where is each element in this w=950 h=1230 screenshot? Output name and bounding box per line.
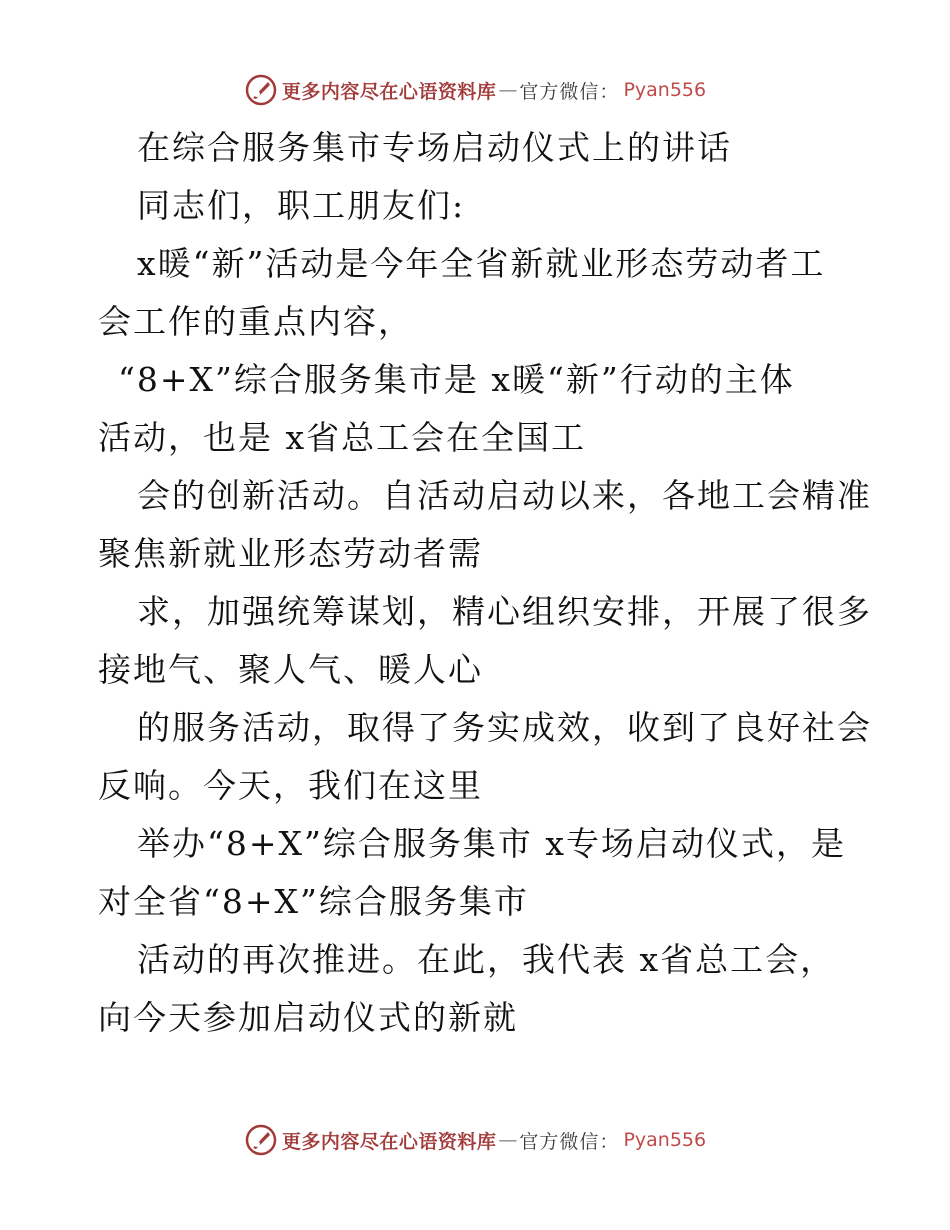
feather-logo-icon bbox=[244, 1123, 278, 1157]
salutation: 同志们，职工朋友们: bbox=[137, 186, 466, 225]
banner-wechat-id: Pyan556 bbox=[623, 1129, 707, 1151]
banner-main-text: 更多内容尽在心语资料库 bbox=[281, 80, 497, 103]
banner-dash: — bbox=[498, 79, 518, 101]
body-line: 举办“8+X”综合服务集市 x专场启动仪式，是 bbox=[137, 824, 846, 863]
banner-wechat-id: Pyan556 bbox=[623, 79, 707, 101]
body-line: 反响。今天，我们在这里 bbox=[98, 766, 483, 805]
document-title: 在综合服务集市专场启动仪式上的讲话 bbox=[137, 128, 732, 167]
body-line: 对全省“8+X”综合服务集市 bbox=[98, 882, 529, 921]
body-line: 接地气、聚人气、暖人心 bbox=[98, 650, 483, 689]
body-line: 会工作的重点内容， bbox=[98, 302, 413, 341]
body-line: 聚焦新就业形态劳动者需 bbox=[98, 534, 483, 573]
body-line: 向今天参加启动仪式的新就 bbox=[98, 998, 518, 1037]
body-line: x暖“新”活动是今年全省新就业形态劳动者工 bbox=[137, 244, 826, 283]
body-line: 的服务活动，取得了务实成效，收到了良好社会 bbox=[137, 708, 872, 747]
body-line: “8+X”综合服务集市是 x暖“新”行动的主体 bbox=[118, 360, 795, 399]
banner-wechat-label: 官方微信： bbox=[519, 1130, 620, 1153]
body-line: 活动的再次推进。在此，我代表 x省总工会， bbox=[137, 940, 836, 979]
footer-watermark bbox=[0, 1120, 950, 1160]
banner-wechat-label: 官方微信： bbox=[519, 80, 620, 103]
body-line: 会的创新活动。自活动启动以来，各地工会精准 bbox=[137, 476, 872, 515]
body-line: 求，加强统筹谋划，精心组织安排，开展了很多 bbox=[137, 592, 872, 631]
banner-main-text: 更多内容尽在心语资料库 bbox=[281, 1130, 497, 1153]
body-line: 活动，也是 x省总工会在全国工 bbox=[98, 418, 587, 457]
banner-dash: — bbox=[498, 1129, 518, 1151]
